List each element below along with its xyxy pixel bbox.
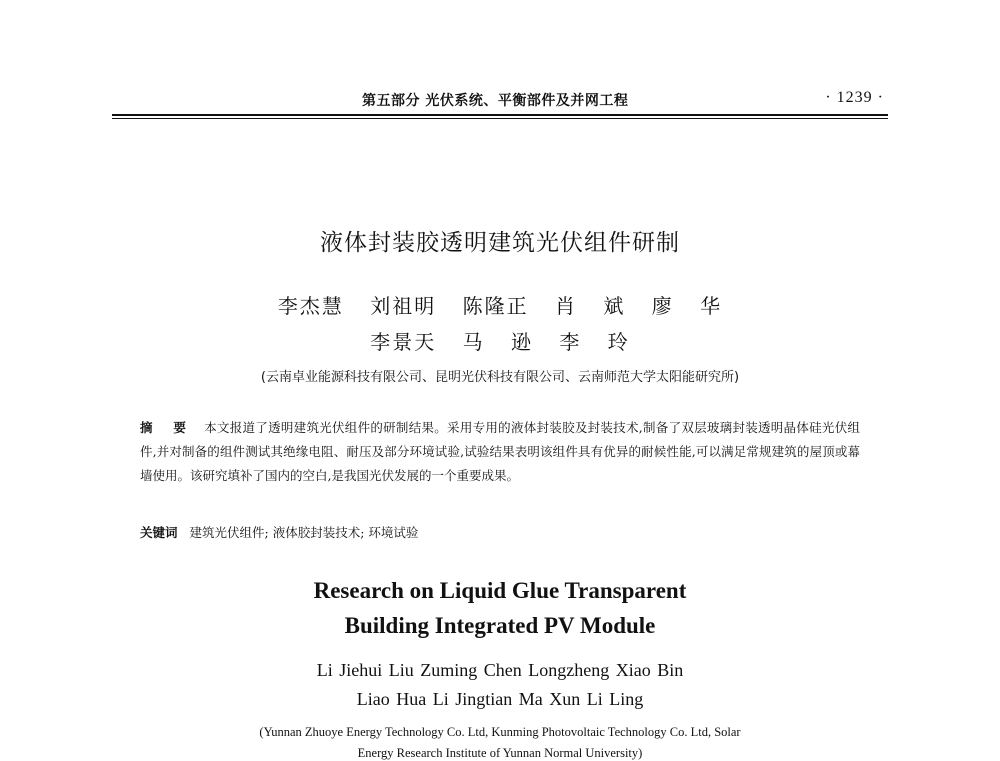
keywords bbox=[140, 523, 860, 541]
header-rule-thick bbox=[112, 114, 888, 116]
keywords-text: 建筑光伏组件; 液体胶封装技术; 环境试验 bbox=[189, 525, 419, 540]
page-number: · 1239 · bbox=[825, 89, 884, 106]
english-title-line-2: Building Integrated PV Module bbox=[344, 613, 656, 638]
running-header-section: 第五部分 光伏系统、平衡部件及并网工程 bbox=[362, 93, 629, 109]
english-title-line-1: Research on Liquid Glue Transparent bbox=[313, 578, 687, 603]
chinese-authors-line-2: 李景天 马 逊 李 玲 bbox=[370, 330, 630, 354]
abstract-label: 摘 要 bbox=[140, 420, 195, 435]
chinese-authors-line-1: 李杰慧 刘祖明 陈隆正 肖 斌 廖 华 bbox=[277, 294, 723, 318]
abstract bbox=[140, 416, 860, 488]
chinese-title: 液体封装胶透明建筑光伏组件研制 bbox=[320, 230, 680, 256]
english-authors-line-1: Li Jiehui Liu Zuming Chen Longzheng Xiao Bin bbox=[316, 660, 684, 680]
keywords-label: 关键词 bbox=[140, 525, 178, 540]
english-affiliation-line-1: (Yunnan Zhuoye Energy Technology Co. Ltd, Kunming Photovoltaic Technology Co. Ltd, Solar bbox=[259, 725, 741, 739]
chinese-affiliation: (云南卓业能源科技有限公司、昆明光伏科技有限公司、云南师范大学太阳能研究所) bbox=[260, 370, 740, 385]
running-header bbox=[112, 90, 888, 114]
english-affiliation-line-2: Energy Research Institute of Yunnan Normal University) bbox=[357, 746, 643, 760]
abstract-text: 本文报道了透明建筑光伏组件的研制结果。采用专用的液体封装胶及封装技术,制备了双层玻璃封装透明晶体硅光伏组件,并对制备的组件测试其绝缘电阻、耐压及部分环境试验,试验结果表明该组件具有优异的耐候性能,可以满足常规建筑的屋顶或幕墙使用。该研究填补了国内的空白,是我国光伏发展的一个重要成果。 bbox=[140, 420, 860, 483]
english-authors-line-2: Liao Hua Li Jingtian Ma Xun Li Ling bbox=[356, 689, 644, 709]
header-rule-thin bbox=[112, 118, 888, 119]
